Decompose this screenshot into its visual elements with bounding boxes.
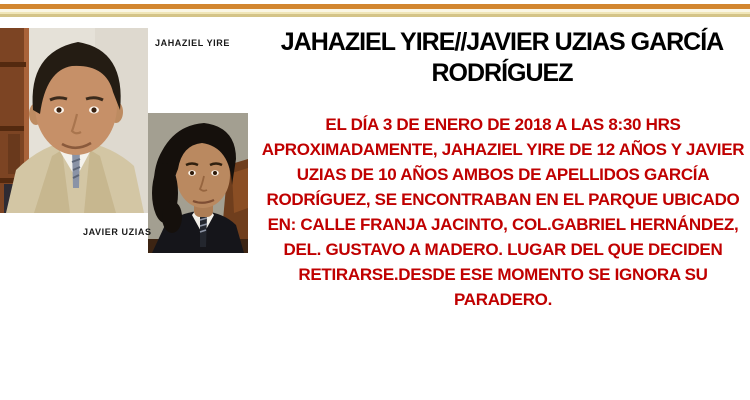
description-line8: PARADERO. xyxy=(453,290,553,309)
description-line3: UZIAS DE 10 AÑOS AMBOS DE APELLIDOS GARCÍA xyxy=(296,165,710,184)
top-border-gold-band xyxy=(0,14,750,17)
description-line5: EN: CALLE FRANJA JACINTO, COL.GABRIEL HERNÁNDEZ, xyxy=(267,215,739,234)
description-line1: EL DÍA 3 DE ENERO DE 2018 A LAS 8:30 HRS xyxy=(325,115,681,134)
poster-title-line1: JAHAZIEL YIRE//JAVIER UZIAS GARCÍA xyxy=(280,28,724,56)
jahaziel-name-label: JAHAZIEL YIRE xyxy=(155,38,230,48)
javier-name-label: JAVIER UZIAS xyxy=(83,227,152,237)
poster-description xyxy=(258,112,748,312)
poster-title xyxy=(256,27,748,89)
description-line4: RODRÍGUEZ, SE ENCONTRABAN EN EL PARQUE UBICADO xyxy=(266,190,740,209)
description-line2: APROXIMADAMENTE, JAHAZIEL YIRE DE 12 AÑOS Y JAVIER xyxy=(261,140,745,159)
javier-photo xyxy=(148,113,248,253)
description-line7: RETIRARSE.DESDE ESE MOMENTO SE IGNORA SU xyxy=(298,265,708,284)
jahaziel-photo xyxy=(0,28,148,213)
poster-title-line2: RODRÍGUEZ xyxy=(431,59,573,87)
description-line6: DEL. GUSTAVO A MADERO. LUGAR DEL QUE DECIDEN xyxy=(283,240,723,259)
